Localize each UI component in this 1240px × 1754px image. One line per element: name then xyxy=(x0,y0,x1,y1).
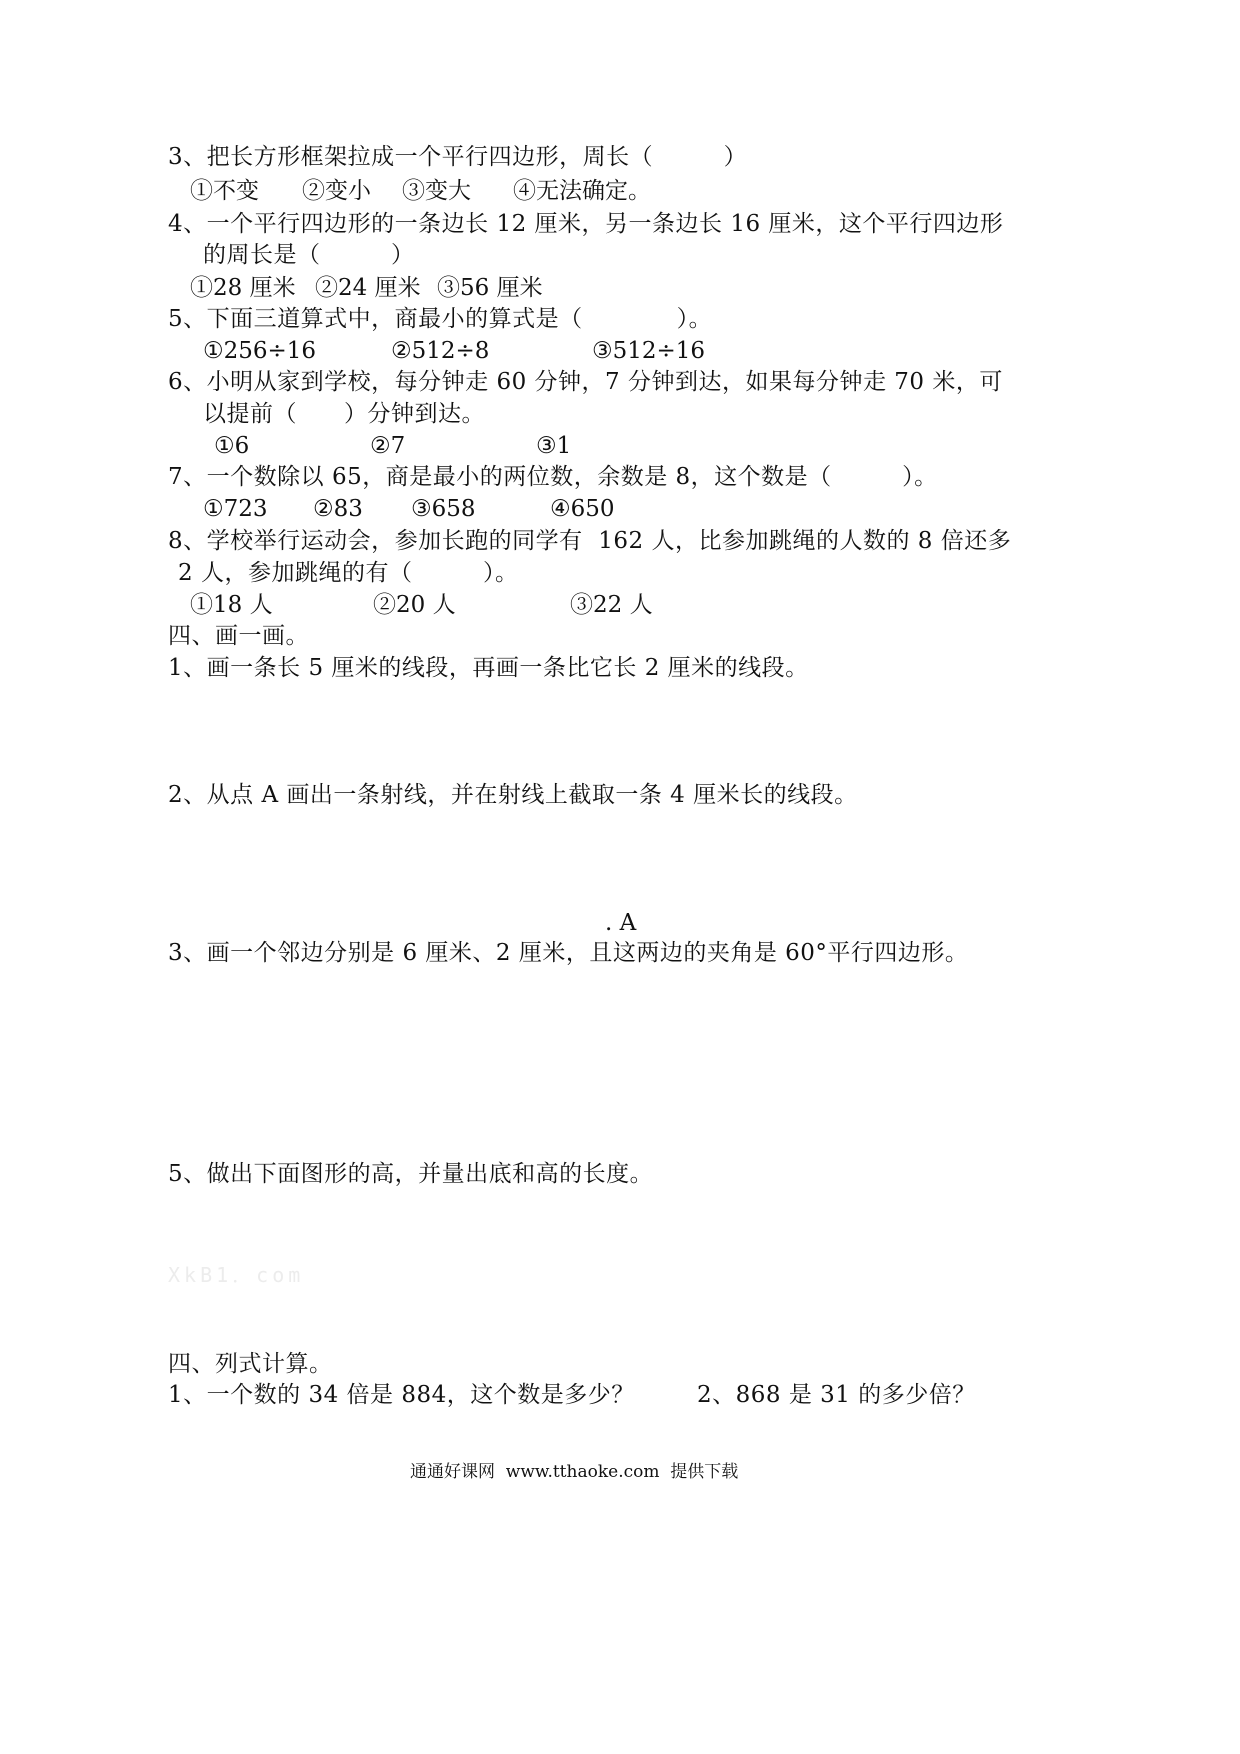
calc-question-2: 2、868 是 31 的多少倍？ xyxy=(697,1382,976,1408)
watermark: XkB1．com xyxy=(168,1263,305,1287)
option: ③56 厘米 xyxy=(437,275,543,301)
option: ②7 xyxy=(370,433,406,459)
footer-credit: 通通好课网 www.tthaoke.com 提供下载 xyxy=(410,1462,739,1482)
question-4-stem-line1: 4、一个平行四边形的一条边长 12 厘米，另一条边长 16 厘米，这个平行四边形 xyxy=(168,211,1004,237)
question-8-stem-line2: 2 人，参加跳绳的有（ ）。 xyxy=(178,560,519,586)
question-4-stem-line2: 的周长是（ ） xyxy=(203,242,415,268)
option: ①不变 xyxy=(190,178,259,204)
question-6-stem-line1: 6、小明从家到学校，每分钟走 60 分钟，7 分钟到达，如果每分钟走 70 米，可 xyxy=(168,369,1003,395)
option: ①6 xyxy=(214,433,250,459)
section-draw-heading: 四、画一画。 xyxy=(168,623,309,649)
option: ④650 xyxy=(550,496,615,522)
option: ②20 人 xyxy=(373,592,456,618)
calc-question-1: 1、一个数的 34 倍是 884，这个数是多少？ xyxy=(168,1382,635,1408)
question-3-stem: 3、把长方形框架拉成一个平行四边形，周长（ ） xyxy=(168,144,748,170)
option: ②变小 xyxy=(302,178,371,204)
section-calc-heading: 四、列式计算。 xyxy=(168,1351,333,1377)
question-6-stem-line2: 以提前（ ）分钟到达。 xyxy=(203,401,485,427)
question-7-stem: 7、一个数除以 65，商是最小的两位数，余数是 8，这个数是（ ）。 xyxy=(168,464,938,490)
draw-question-2: 2、从点 A 画出一条射线，并在射线上截取一条 4 厘米长的线段。 xyxy=(168,782,858,808)
draw-question-1: 1、画一条长 5 厘米的线段，再画一条比它长 2 厘米的线段。 xyxy=(168,655,809,681)
option: ②512÷8 xyxy=(391,338,490,364)
question-8-stem-line1: 8、学校举行运动会，参加长跑的同学有 162 人，比参加跳绳的人数的 8 倍还多 xyxy=(168,528,1012,554)
option: ④无法确定。 xyxy=(513,178,651,204)
option: ③1 xyxy=(536,433,572,459)
option: ②24 厘米 xyxy=(315,275,421,301)
draw-question-3: 3、画一个邻边分别是 6 厘米、2 厘米，且这两边的夹角是 60°平行四边形。 xyxy=(168,940,969,966)
question-5-stem: 5、下面三道算式中，商最小的算式是（ ）。 xyxy=(168,306,713,332)
option: ①256÷16 xyxy=(203,338,317,364)
point-a-label: . A xyxy=(605,910,637,936)
option: ①28 厘米 xyxy=(190,275,296,301)
option: ②83 xyxy=(313,496,363,522)
option: ③变大 xyxy=(402,178,471,204)
option: ③512÷16 xyxy=(592,338,706,364)
draw-question-5: 5、做出下面图形的高，并量出底和高的长度。 xyxy=(168,1161,654,1187)
option: ③22 人 xyxy=(570,592,653,618)
option: ③658 xyxy=(411,496,476,522)
option: ①723 xyxy=(203,496,268,522)
option: ①18 人 xyxy=(190,592,273,618)
